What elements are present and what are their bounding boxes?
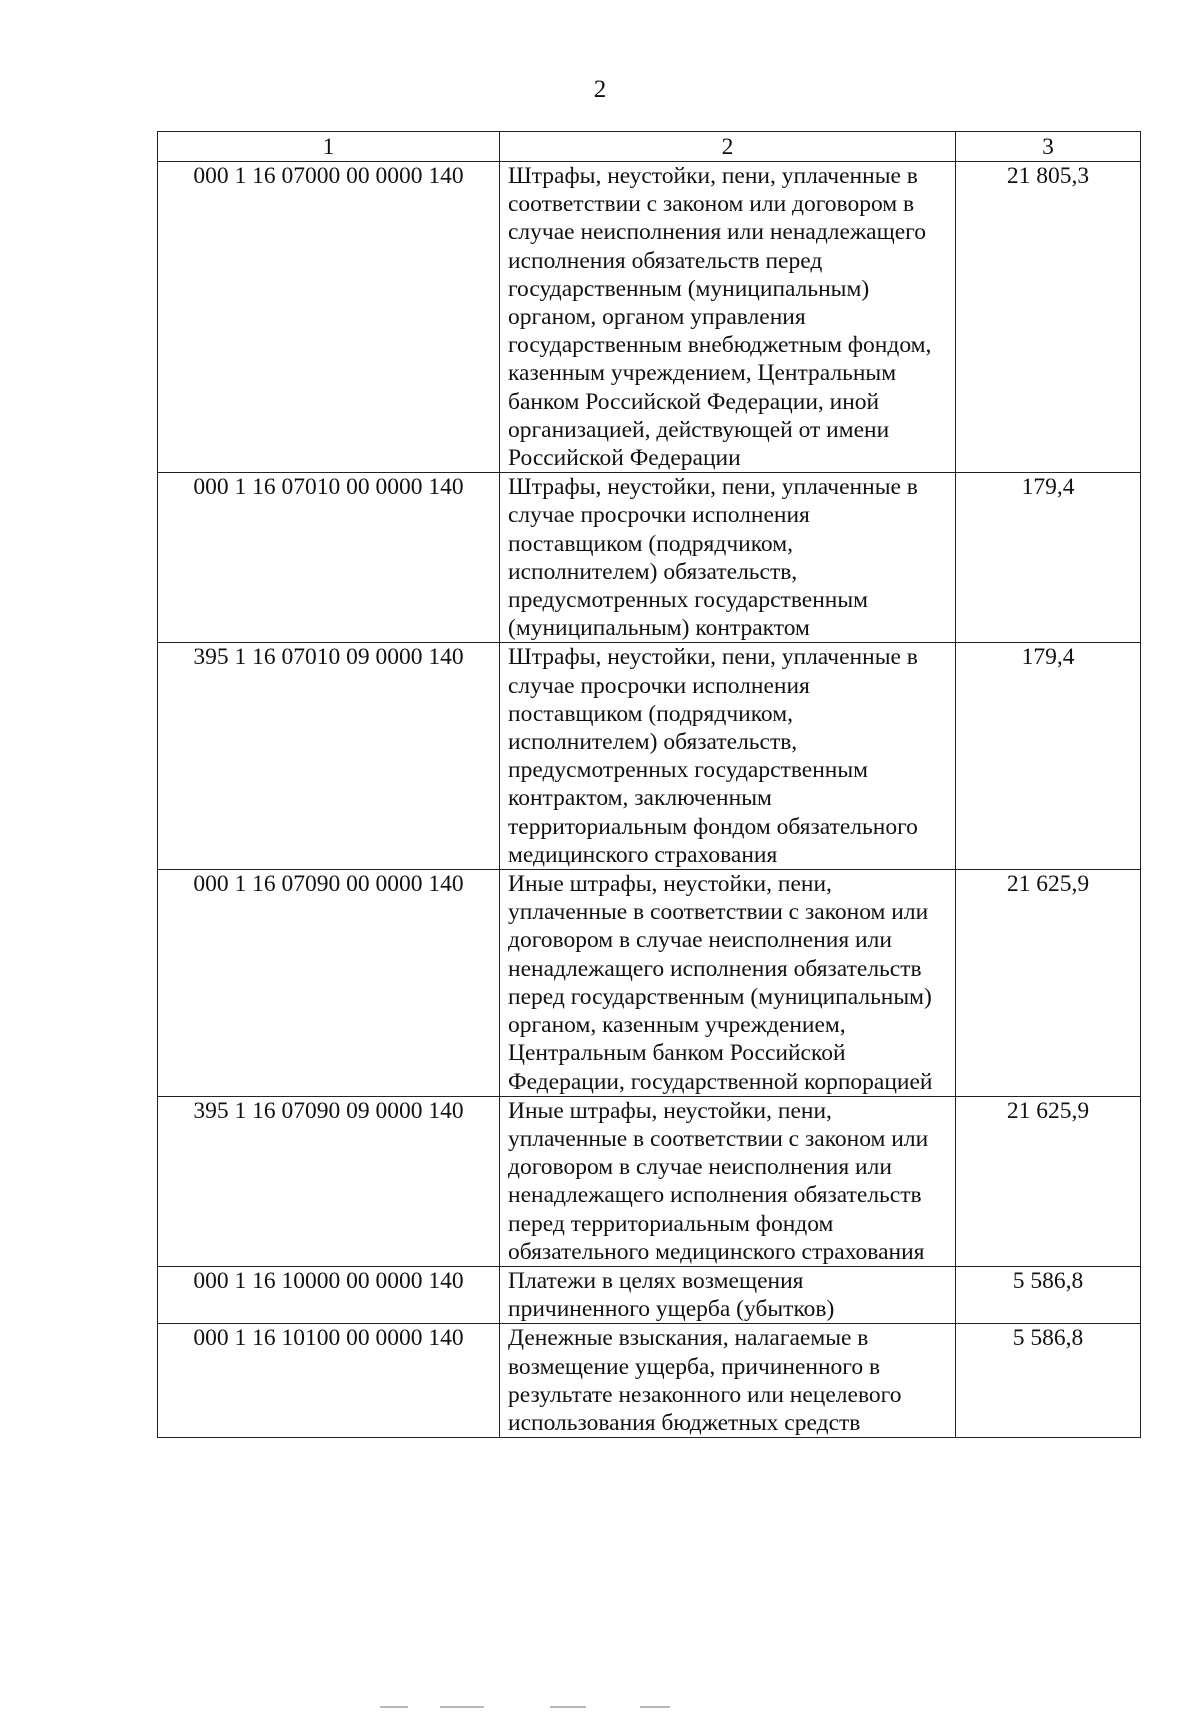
table-row [158,870,1141,1097]
scan-artifact [380,1706,800,1708]
column-number-1: 1 [158,132,500,162]
table-body [158,162,1141,1438]
amount-cell: 21 805,3 [956,162,1141,473]
budget-code-cell: 000 1 16 10000 00 0000 140 [158,1266,500,1323]
revenue-table [157,131,1141,1438]
column-number-3: 3 [956,132,1141,162]
header-row [158,132,1141,162]
revenue-name-cell: Иные штрафы, неустойки, пени, уплаченные в соответствии с законом или договором в случае неисполнения или ненадлежащего исполнения обязательств перед государственным (муниципальным) органом, казенным учреждением, Центральным банком Российской Федерации, государственной корпорацией [500,870,956,1097]
budget-code-cell: 000 1 16 07010 00 0000 140 [158,473,500,643]
budget-code-cell: 395 1 16 07010 09 0000 140 [158,643,500,870]
amount-cell: 5 586,8 [956,1266,1141,1323]
column-number-2: 2 [500,132,956,162]
revenue-name-cell: Штрафы, неустойки, пени, уплаченные в соответствии с законом или договором в случае неисполнения или ненадлежащего исполнения обязательств перед государственным (муниципальным) органом, органом управления государственным внебюджетным фондом, казенным учреждением, Центральным банком Российской Федерации, иной организацией, действующей от имени Российской Федерации [500,162,956,473]
table-row [158,162,1141,473]
budget-code-cell: 395 1 16 07090 09 0000 140 [158,1096,500,1266]
table-row [158,1096,1141,1266]
table-row [158,643,1141,870]
amount-cell: 21 625,9 [956,870,1141,1097]
amount-cell: 5 586,8 [956,1324,1141,1438]
revenue-name-cell: Штрафы, неустойки, пени, уплаченные в случае просрочки исполнения поставщиком (подрядчиком, исполнителем) обязательств, предусмотренных государственным контрактом, заключенным территориальным фондом обязательного медицинского страхования [500,643,956,870]
revenue-name-cell: Платежи в целях возмещения причиненного ущерба (убытков) [500,1266,956,1323]
amount-cell: 179,4 [956,643,1141,870]
amount-cell: 179,4 [956,473,1141,643]
table-row [158,473,1141,643]
table-row [158,1266,1141,1323]
table-header [158,132,1141,162]
amount-cell: 21 625,9 [956,1096,1141,1266]
revenue-name-cell: Иные штрафы, неустойки, пени, уплаченные в соответствии с законом или договором в случае неисполнения или ненадлежащего исполнения обязательств перед территориальным фондом обязательного медицинского страхования [500,1096,956,1266]
revenue-name-cell: Денежные взыскания, налагаемые в возмещение ущерба, причиненного в результате незаконного или нецелевого использования бюджетных средств [500,1324,956,1438]
table-row [158,1324,1141,1438]
budget-code-cell: 000 1 16 10100 00 0000 140 [158,1324,500,1438]
budget-code-cell: 000 1 16 07000 00 0000 140 [158,162,500,473]
revenue-name-cell: Штрафы, неустойки, пени, уплаченные в случае просрочки исполнения поставщиком (подрядчиком, исполнителем) обязательств, предусмотренных государственным (муниципальным) контрактом [500,473,956,643]
budget-code-cell: 000 1 16 07090 00 0000 140 [158,870,500,1097]
page-number: 2 [593,76,607,103]
